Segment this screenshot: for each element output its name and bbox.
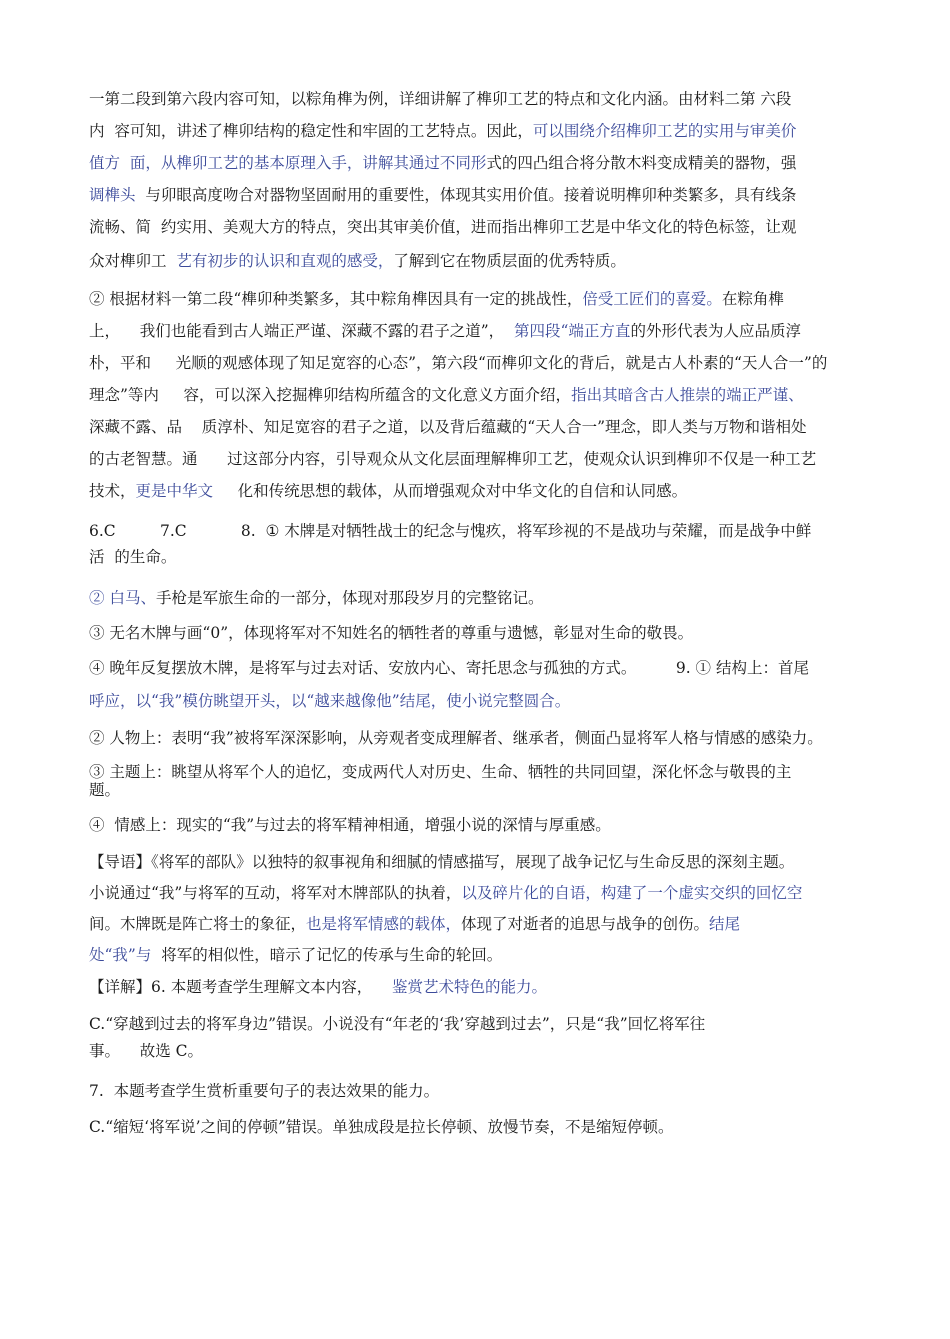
text-line (89, 288, 784, 310)
text-line (89, 546, 176, 568)
body-text: 众对榫卯工 (89, 252, 177, 270)
body-text: ③ 主题上：眺望从将军个人的追忆，变成两代人对历史、生命、牺牲的共同回望，深化怀念与敬畏的主 (89, 763, 792, 781)
text-line (89, 416, 807, 438)
highlighted-text: 倍受工匠们的喜爱。 (582, 290, 722, 308)
body-text: 在粽角榫 (721, 290, 784, 308)
body-text: 6.C 7.C 8. ① 木牌是对牺牲战士的纪念与愧疚，将军珍视的不是战功与荣耀，而是战争中鲜 (89, 522, 812, 540)
body-text: 一第二段到第六段内容可知，以粽角榫为例，详细讲解了榫卯工艺的特点和文化内涵。由材料二第 六段 (89, 90, 792, 108)
highlighted-text: 鉴赏艺术特色的能力。 (391, 978, 547, 996)
text-line (89, 480, 687, 502)
body-text: 体现了对逝者的追思与战争的创伤。 (461, 915, 710, 933)
body-text: 式的四凸组合将分散木料变成精美的器物，强 (486, 154, 797, 172)
text-line (89, 976, 547, 998)
text-line (89, 216, 796, 238)
body-text: ② 根据材料一第二段“榫卯种类繁多，其中粽角榫因具有一定的挑战性， (89, 290, 583, 308)
highlighted-text: 呼应，以“我”模仿眺望开头，以“越来越像他”结尾，使小说完整圆合。 (89, 692, 571, 710)
text-line (89, 779, 120, 801)
body-text: 了解到它在物质层面的优秀特质。 (393, 252, 626, 270)
body-text: 流畅、简 约实用、美观大方的特点，突出其审美价值，进而指出榫卯工艺是中华文化的特色标签，让观 (89, 218, 797, 236)
text-line (89, 622, 693, 644)
highlighted-text: 可以围绕介绍榫卯工艺的实用与审美价 (532, 122, 797, 140)
highlighted-text: ② (89, 589, 110, 607)
highlighted-text: 值方 面，从榫卯工艺的基本原理入手，讲解其通过不同形 (89, 154, 487, 172)
text-line (89, 851, 794, 873)
body-text: ④ 晚年反复摆放木牌，是将军与过去对话、安放内心、寄托思念与孤独的方式。 9. ① 结构上：首尾 (89, 659, 809, 677)
text-line (89, 1013, 705, 1035)
body-text: 间。木牌既是阵亡将士的象征， (89, 915, 307, 933)
highlighted-text: 第四段“端正方直 (514, 322, 631, 340)
highlighted-text: 更是中华文 (135, 482, 214, 500)
text-line (89, 352, 827, 374)
body-text: 【详解】6. 本题考查学生理解文本内容， (89, 978, 392, 996)
body-text: 技术， (89, 482, 136, 500)
text-line (89, 448, 816, 470)
body-text: 内 容可知，讲述了榫卯结构的稳定性和牢固的工艺特点。因此， (89, 122, 533, 140)
text-line (89, 250, 626, 272)
text-line (89, 944, 502, 966)
body-text: 【导语】《将军的部队》以独特的叙事视角和细腻的情感描写，展现了战争记忆与生命反思的深刻主题。 (89, 853, 795, 871)
text-line (89, 384, 804, 406)
text-line (89, 1116, 673, 1138)
highlighted-text: 指出其暗含古人推崇的端正严谨、 (571, 386, 804, 404)
text-line (89, 657, 809, 679)
body-text: 朴，平和 光顺的观感体现了知足宽容的心态”，第六段“而榫卯文化的背后，就是古人朴素的“天人合一”的 (89, 354, 828, 372)
body-text: 的古老智慧。通 过这部分内容，引导观众从文化层面理解榫卯工艺，使观众认识到榫卯不仅是一种工艺 (89, 450, 817, 468)
highlighted-text: 以及碎片化的自语， (461, 884, 601, 902)
body-text: 的外形代表为人应品质淳 (630, 322, 801, 340)
body-text: 活 的生命。 (89, 548, 177, 566)
body-text: 深藏不露、品 质淳朴、知足宽容的君子之道，以及背后蕴藏的“天人合一”理念，即人类与万物和谐相处 (89, 418, 807, 436)
body-text: ② 人物上：表明“我”被将军深深影响，从旁观者变成理解者、继承者，侧面凸显将军人格与情感的感染力。 (89, 729, 823, 747)
text-line (89, 184, 796, 206)
body-text: 将军的相似性，暗示了记忆的传承与生命的轮回。 (151, 946, 503, 964)
body-text: 小说通过“我”与将军的互动，将军对木牌部队的执着， (89, 884, 462, 902)
body-text: 上， 我们也能看到古人端正严谨、深藏不露的君子之道”， (89, 322, 514, 340)
text-line (89, 882, 802, 904)
body-text: 事。 故选 C。 (89, 1042, 203, 1060)
text-line (89, 727, 823, 749)
body-text: 化和传统思想的载体，从而增强观众对中华文化的自信和认同感。 (213, 482, 688, 500)
body-text: 7. 本题考查学生赏析重要句子的表达效果的能力。 (89, 1082, 440, 1100)
body-text: C.“缩短‘将军说’之间的停顿”错误。单独成段是拉长停顿、放慢节奏，不是缩短停顿。 (89, 1118, 674, 1136)
body-text: 题。 (89, 781, 121, 799)
text-line (89, 88, 791, 110)
body-text: 与卯眼高度吻合对器物坚固耐用的重要性，体现其实用价值。接着说明榫卯种类繁多，具有线条 (135, 186, 797, 204)
text-line (89, 913, 740, 935)
highlighted-text: 构建了一个虚实交织的回忆空 (600, 884, 803, 902)
text-line (89, 320, 801, 342)
text-line (89, 690, 570, 712)
highlighted-text: 也是将军情感的载体， (306, 915, 462, 933)
text-line (89, 814, 611, 836)
highlighted-text: 白马、 (109, 589, 156, 607)
text-line (89, 587, 543, 609)
body-text: ④ 情感上：现实的“我”与过去的将军精神相通，增强小说的深情与厚重感。 (89, 816, 611, 834)
text-line (89, 1080, 439, 1102)
text-line (89, 120, 796, 142)
highlighted-text: 调榫头 (89, 186, 136, 204)
text-line (89, 520, 811, 542)
body-text: ③ 无名木牌与画“0”，体现将军对不知姓名的牺牲者的尊重与遗憾，彰显对生命的敬畏。 (89, 624, 694, 642)
body-text: C.“穿越到过去的将军身边”错误。小说没有“年老的‘我’穿越到过去”，只是“我”回忆将军往 (89, 1015, 706, 1033)
text-line (89, 1040, 203, 1062)
text-line (89, 152, 796, 174)
body-text: 理念”等内 容，可以深入挖掘榫卯结构所蕴含的文化意义方面介绍， (89, 386, 572, 404)
highlighted-text: 艺有初步的认识和直观的感受， (176, 252, 394, 270)
body-text: 手枪是军旅生命的一部分，体现对那段岁月的完整铭记。 (155, 589, 544, 607)
text-line (89, 761, 791, 783)
highlighted-text: 结尾 (709, 915, 741, 933)
highlighted-text: 处“我”与 (89, 946, 152, 964)
